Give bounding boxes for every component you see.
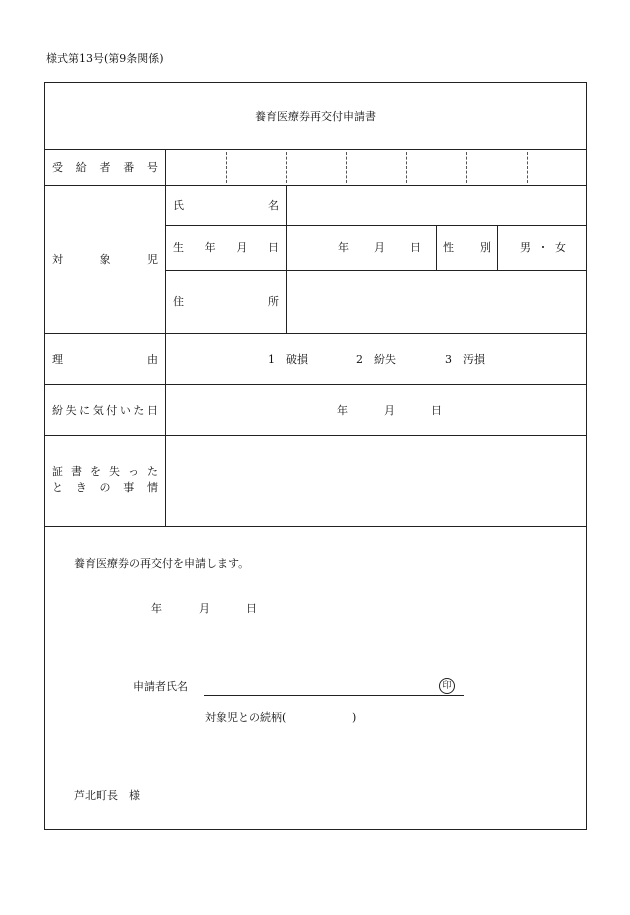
address-field[interactable] (287, 271, 586, 333)
relationship-prefix: 対象児との続柄( (205, 711, 287, 724)
name-label: 氏 名 (173, 199, 279, 212)
column-divider (497, 225, 498, 270)
declaration-day-label: 日 (246, 602, 257, 615)
target-child-label: 対 象 児 (52, 253, 158, 266)
noticed-day-label: 日 (431, 404, 442, 417)
birth-year-label: 年 (338, 241, 349, 254)
relationship-field[interactable] (293, 710, 349, 724)
reason-option-lost[interactable]: 2 紛失 (356, 353, 396, 366)
row-divider (44, 384, 587, 385)
declaration-statement: 養育医療券の再交付を申請します。 (74, 557, 250, 570)
applicant-name-underline[interactable] (204, 695, 464, 696)
column-divider (436, 225, 437, 270)
birth-month-label: 月 (374, 241, 385, 254)
form-title: 養育医療券再交付申請書 (255, 110, 376, 123)
recipient-number-label: 受 給 者 番 号 (52, 161, 158, 174)
seal-mark: 印 (439, 678, 455, 694)
noticed-year-label: 年 (337, 404, 348, 417)
noticed-date-label: 紛 失 に 気 付 い た 日 (52, 404, 158, 417)
addressee: 芦北町長 様 (74, 789, 140, 802)
circumstances-label-line1: 証 書 を 失 っ た (52, 465, 158, 478)
recipient-number-field[interactable] (166, 150, 586, 185)
gender-options[interactable]: 男 ・ 女 (520, 241, 566, 254)
reason-option-soiled[interactable]: 3 汚損 (445, 353, 485, 366)
row-divider (44, 333, 587, 334)
row-divider (165, 225, 587, 226)
name-field[interactable] (287, 186, 586, 225)
reason-label: 理 由 (52, 353, 158, 366)
declaration-year-label: 年 (151, 602, 162, 615)
circumstances-field[interactable] (166, 436, 586, 526)
relationship-suffix: ) (352, 711, 357, 724)
noticed-month-label: 月 (384, 404, 395, 417)
address-label: 住 所 (173, 295, 279, 308)
form-number: 様式第13号(第9条関係) (46, 52, 164, 65)
reason-option-damaged[interactable]: 1 破損 (268, 353, 308, 366)
birth-day-label: 日 (410, 241, 421, 254)
birthdate-label: 生 年 月 日 (173, 241, 279, 254)
circumstances-label-line2: と き の 事 情 (52, 481, 158, 494)
declaration-month-label: 月 (199, 602, 210, 615)
applicant-name-label: 申請者氏名 (133, 680, 188, 693)
row-divider (44, 526, 587, 527)
gender-label: 性 別 (443, 241, 491, 254)
